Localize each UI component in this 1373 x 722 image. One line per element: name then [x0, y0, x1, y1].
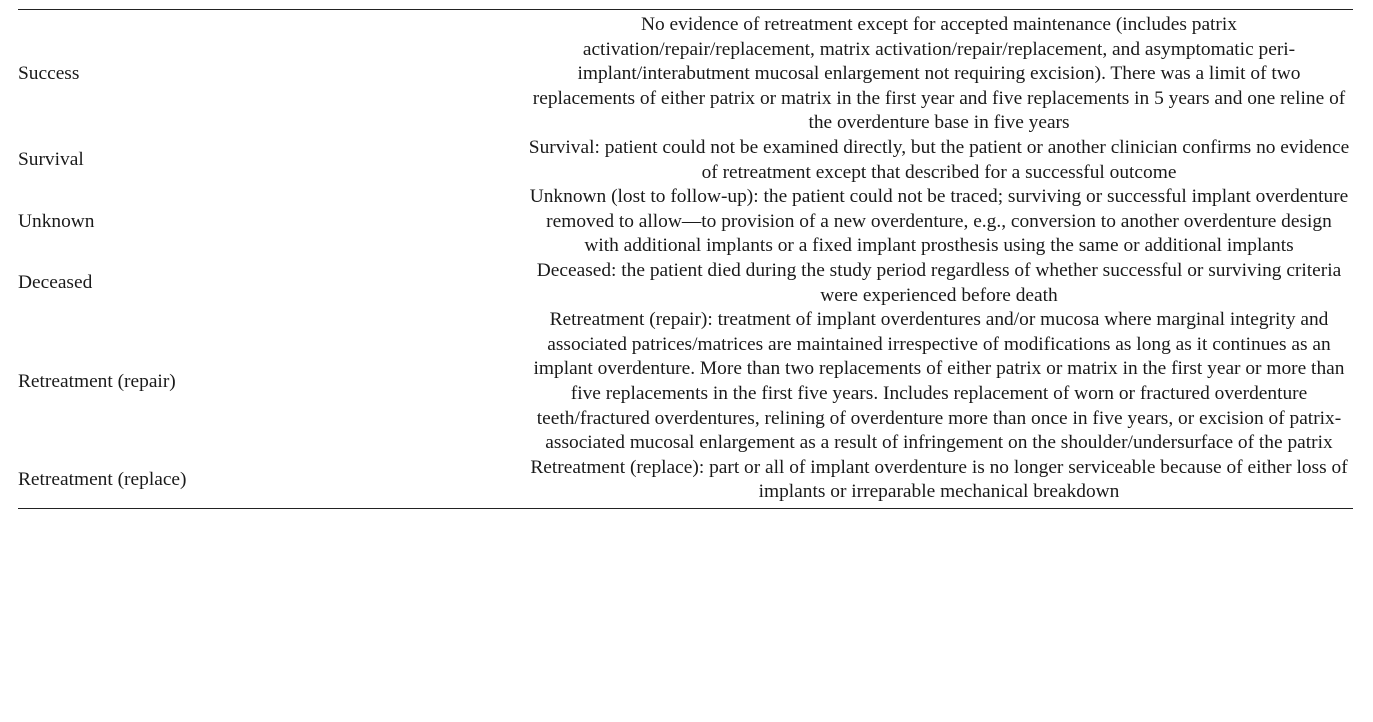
table-row — [18, 308, 1353, 456]
definition-cell: Retreatment (repair): treatment of implant overdentures and/or mucosa where marginal integrity and associated patrices/matrices are maintained irrespective of modifications as long as it continues as an implant overdenture. More than two replacements of either patrix or matrix in the first year or more than five replacements in the first five years. Includes replacement of worn or fractured overdenture teeth/fractured overdentures, relining of overdenture more than once in five years, or excision of patrix-associated mucosal enlargement as a result of infringement on the shoulder/undersurface of the patrix — [533, 309, 1345, 454]
table-row — [18, 13, 1353, 136]
definition-cell: Deceased: the patient died during the study period regardless of whether successful or surviving criteria were experienced before death — [536, 259, 1342, 306]
outcome-cell: Unknown — [18, 210, 95, 232]
definition-cell: Unknown (lost to follow-up): the patient could not be traced; surviving or successful implant overdenture removed to allow—to provision of a new overdenture, e.g., conversion to another overdenture design with additional implants or a fixed implant prosthesis using the same or additional implants — [529, 186, 1349, 257]
outcome-cell: Retreatment (repair) — [18, 370, 176, 392]
outcome-cell: Success — [18, 63, 80, 85]
outcome-cell: Retreatment (replace) — [18, 468, 187, 490]
outcome-cell: Survival — [18, 149, 84, 171]
outcome-definitions-table — [18, 9, 1353, 509]
table-row — [18, 259, 1353, 308]
table-row — [18, 456, 1353, 505]
definition-cell: Survival: patient could not be examined directly, but the patient or another clinician confirms no evidence of retreatment except that described for a successful outcome — [528, 136, 1350, 183]
outcome-cell: Deceased — [18, 272, 93, 294]
table-row — [18, 136, 1353, 185]
table-bottom-rule — [18, 508, 1353, 509]
table-body — [18, 13, 1353, 505]
definition-cell: No evidence of retreatment except for accepted maintenance (includes patrix activation/repair/replacement, matrix activation/repair/replacement, and asymptomatic peri-implant/interabutment mucosal enlargement not requiring excision). There was a limit of two replacements of either patrix or matrix in the first year and five replacements in 5 years and one reline of the overdenture base in five years — [532, 14, 1346, 134]
definition-cell: Retreatment (replace): part or all of implant overdenture is no longer serviceable because of either loss of implants or irreparable mechanical breakdown — [530, 456, 1348, 503]
table-row — [18, 185, 1353, 259]
